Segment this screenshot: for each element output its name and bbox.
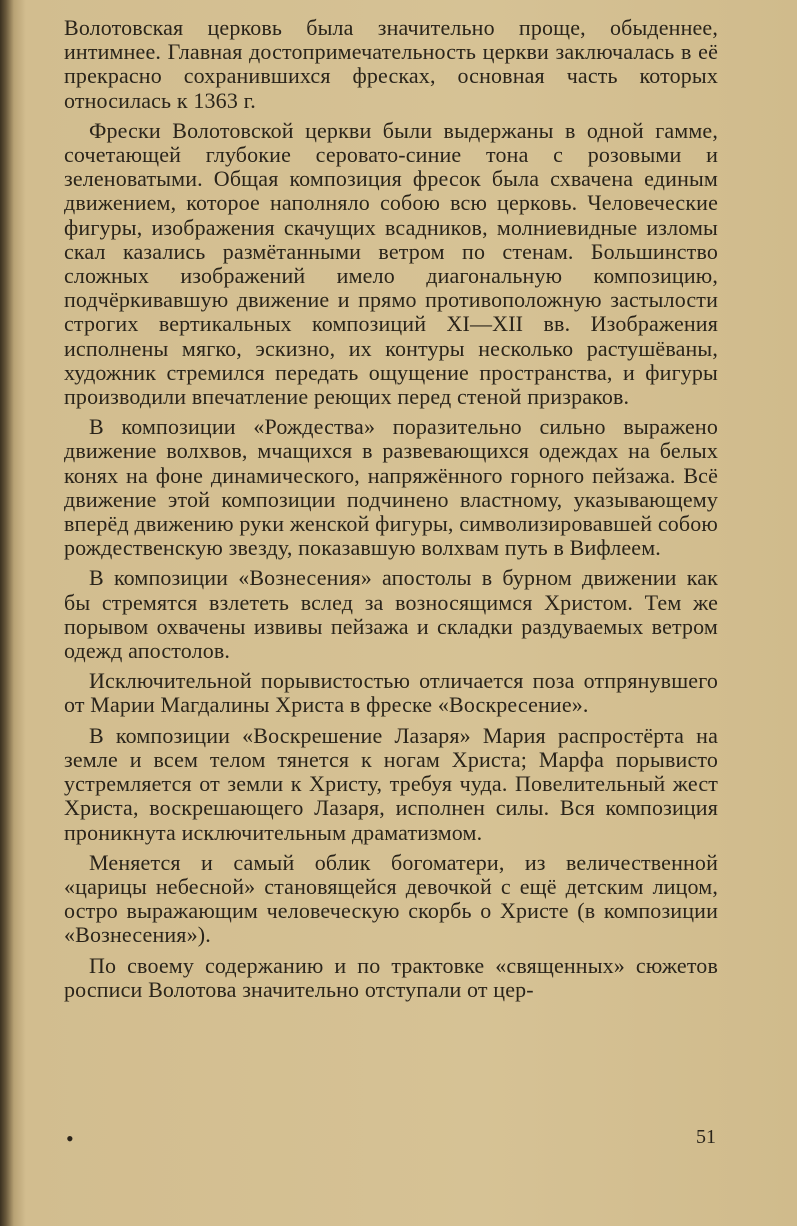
footer-mark: •: [66, 1126, 74, 1151]
paragraph-5: Исключительной порывистостью отличается поза отпрянувшего от Марии Магдалины Христа в фреске «Воскресение».: [64, 668, 718, 718]
page-body-text: [64, 16, 718, 1008]
paragraph-7: Меняется и самый облик богоматери, из величественной «царицы небесной» становящейся девочкой с ещё детским лицом, остро выражающим человеческую скорбь о Христе (в композиции «Вознесения»).: [64, 849, 718, 948]
page-footer: [64, 1126, 718, 1156]
paragraph-8: По своему содержанию и по трактовке «священных» сюжетов росписи Волотова значительно отступали от цер-: [64, 952, 718, 1002]
page-number: 51: [696, 1126, 716, 1148]
paragraph-6: В композиции «Воскрешение Лазаря» Мария распростёрта на земле и всем телом тянется к ногам Христа; Марфа порывисто устремляется от земли к Христу, требуя чуда. Повелительный жест Христа, воскрешающего Лазаря, исполнен силы. Вся композиция проникнута исключительным драматизмом.: [64, 722, 718, 845]
paragraph-2: Фрески Волотовской церкви были выдержаны в одной гамме, сочетающей глубокие серовато-синие тона с розовыми и зеленоватыми. Общая композиция фресок была схвачена единым движением, которое наполняло собою всю церковь. Человеческие фигуры, изображения скачущих всадников, молниевидные изломы скал казались размётанными ветром по стенам. Большинство сложных изображений имело диагональную композицию, подчёркивавшую движение и прямо противоположную застылости строгих вертикальных композиций XI—XII вв. Изображения исполнены мягко, эскизно, их контуры несколько растушёваны, художник стремился передать ощущение пространства, и фигуры производили впечатление реющих перед стеной призраков.: [64, 117, 718, 410]
paragraph-4: В композиции «Вознесения» апостолы в бурном движении как бы стремятся взлететь вслед за возносящимся Христом. Тем же порывом охвачены извивы пейзажа и складки раздуваемых ветром одежд апостолов.: [64, 565, 718, 664]
paragraph-3: В композиции «Рождества» поразительно сильно выражено движение волхвов, мчащихся в развевающихся одеждах на белых конях на фоне динамического, напряжённого горного пейзажа. Всё движение этой композиции подчинено властному, указывающему вперёд движению руки женской фигуры, символизировавшей собою рождественскую звезду, показавшую волхвам путь в Вифлеем.: [64, 414, 718, 561]
paragraph-1: Волотовская церковь была значительно проще, обыденнее, интимнее. Главная достопримечательность церкви заключалась в её прекрасно сохранившихся фресках, основная часть которых относилась к 1363 г.: [64, 15, 718, 113]
